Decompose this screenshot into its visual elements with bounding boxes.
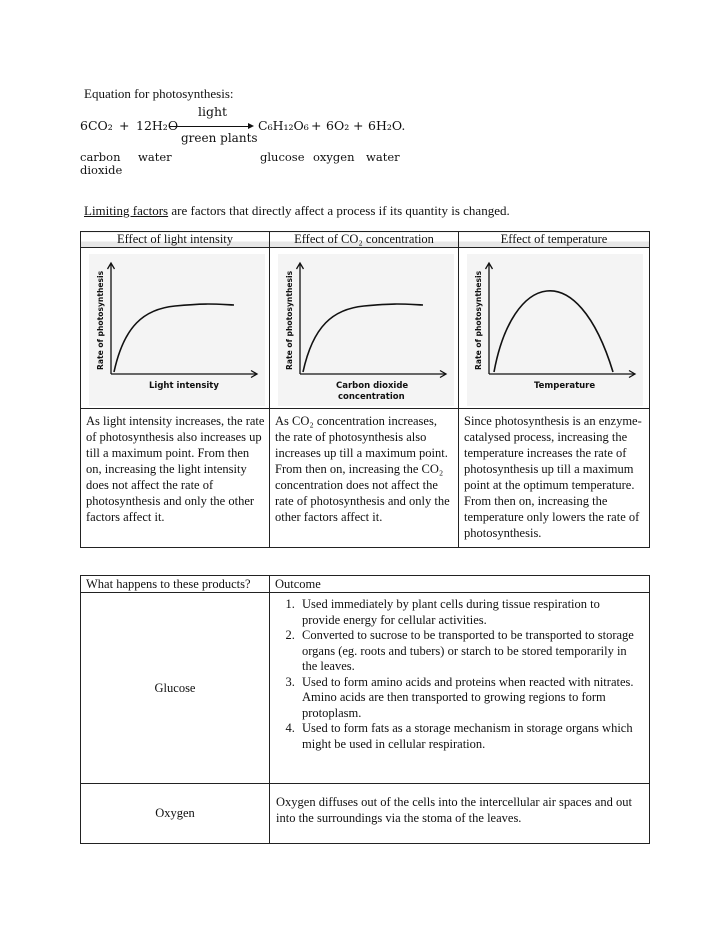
co2-concentration-graph: [278, 254, 454, 406]
y-axis-label: Rate of photosynthesis: [285, 270, 294, 370]
glucose-outcomes: [270, 593, 650, 784]
label-glucose: glucose: [260, 150, 305, 164]
heading-light-intensity: Effect of light intensity: [81, 232, 270, 248]
graph-cell-temperature: [459, 248, 650, 409]
graph-cell-co2: [270, 248, 459, 409]
light-intensity-explanation: As light intensity increases, the rate of photosynthesis also increases up till a maximum point. From then on, increasing the light intensity does not affect the rate of photosynthesis and only the other factors affect it.: [81, 409, 270, 548]
oxygen-outcome: [270, 784, 650, 844]
reactant-water: 12H₂O: [136, 118, 179, 133]
co2-graph-svg: [278, 254, 454, 406]
list-item: 3. Used to form amino acids and proteins when reacted with nitrates. Amino acids are then transported to growing regions to form protoplasm.: [298, 675, 641, 722]
label-water: water: [138, 150, 172, 164]
equation-title: Equation for photosynthesis:: [84, 86, 234, 101]
x-axis-label: Temperature: [534, 381, 596, 391]
x-axis-label-line-1: Carbon dioxide: [336, 381, 409, 391]
product-water: 6H₂O.: [368, 118, 406, 133]
light-graph-svg: [89, 254, 265, 406]
list-item: 2. Converted to sucrose to be transported to be transported to storage organs (eg. roots and tubers) or starch to be stored temporarily in the leaves.: [298, 628, 641, 675]
list-item: 4. Used to form fats as a storage mechanism in storage organs which might be used in cellular respiration.: [298, 721, 641, 752]
co2-concentration-explanation: As CO₂ concentration increases, the rate of photosynthesis also increases up till a maximum point. From then on, increasing the CO₂ concentration does not affect the rate of photosynthesis and only the other factors affect it.: [270, 409, 459, 548]
reaction-arrow: [170, 126, 252, 127]
oxygen-row: [81, 784, 650, 844]
optimum-curve: [494, 291, 613, 372]
oxygen-outcome-text: Oxygen diffuses out of the cells into the intercellular air spaces and out into the surroundings via the stoma of the leaves.: [276, 795, 632, 825]
glucose-row: [81, 593, 650, 784]
limiting-factors-definition: [84, 203, 510, 219]
x-axis-label-line-2: concentration: [338, 392, 405, 402]
condition-light: light: [198, 104, 228, 119]
heading-temperature: Effect of temperature: [459, 232, 650, 248]
temperature-graph-svg: [467, 254, 643, 406]
plus-sign: +: [311, 118, 322, 133]
graph-cell-light: [81, 248, 270, 409]
light-intensity-graph: [89, 254, 265, 406]
products-table: [80, 575, 650, 844]
photosynthesis-equation: [80, 104, 410, 178]
heading-co2-concentration: Effect of CO₂ concentration: [270, 232, 459, 248]
product-oxygen: 6O₂: [326, 118, 350, 133]
table-header-row: [81, 232, 650, 248]
temperature-graph: [467, 254, 643, 406]
label-dioxide: dioxide: [80, 163, 123, 177]
y-axis-label: Rate of photosynthesis: [96, 270, 105, 370]
outcome-column-header: Outcome: [270, 576, 650, 593]
label-carbon: carbon: [80, 150, 121, 164]
condition-green-plants: green plants: [181, 131, 258, 145]
limiting-factors-term: Limiting factors: [84, 203, 169, 218]
product-name-oxygen: Oxygen: [81, 784, 270, 844]
x-axis-label: Light intensity: [149, 381, 219, 391]
label-water: water: [366, 150, 400, 164]
products-header-row: [81, 576, 650, 593]
limiting-factors-text: are factors that directly affect a process if its quantity is changed.: [168, 203, 510, 218]
list-item: 1. Used immediately by plant cells during tissue respiration to provide energy for cellular activities.: [298, 597, 641, 628]
plus-sign: +: [353, 118, 364, 133]
limiting-factors-table: [80, 231, 650, 548]
products-column-header: What happens to these products?: [81, 576, 270, 593]
y-axis-label: Rate of photosynthesis: [474, 270, 483, 370]
glucose-outcome-list: [270, 597, 641, 752]
reactant-co2: 6CO₂: [80, 118, 113, 133]
product-name-glucose: Glucose: [81, 593, 270, 784]
graphs-row: [81, 248, 650, 409]
explanations-row: [81, 409, 650, 548]
temperature-explanation: Since photosynthesis is an enzyme-catalysed process, increasing the temperature increases the rate of photosynthesis up till a maximum point at the optimum temperature. From then on, increasing the temperature only lowers the rate of photosynthesis.: [459, 409, 650, 548]
product-glucose: C₆H₁₂O₆: [258, 118, 309, 133]
saturation-curve: [114, 304, 234, 372]
saturation-curve: [303, 304, 423, 372]
label-oxygen: oxygen: [313, 150, 355, 164]
plus-sign: +: [119, 118, 130, 133]
